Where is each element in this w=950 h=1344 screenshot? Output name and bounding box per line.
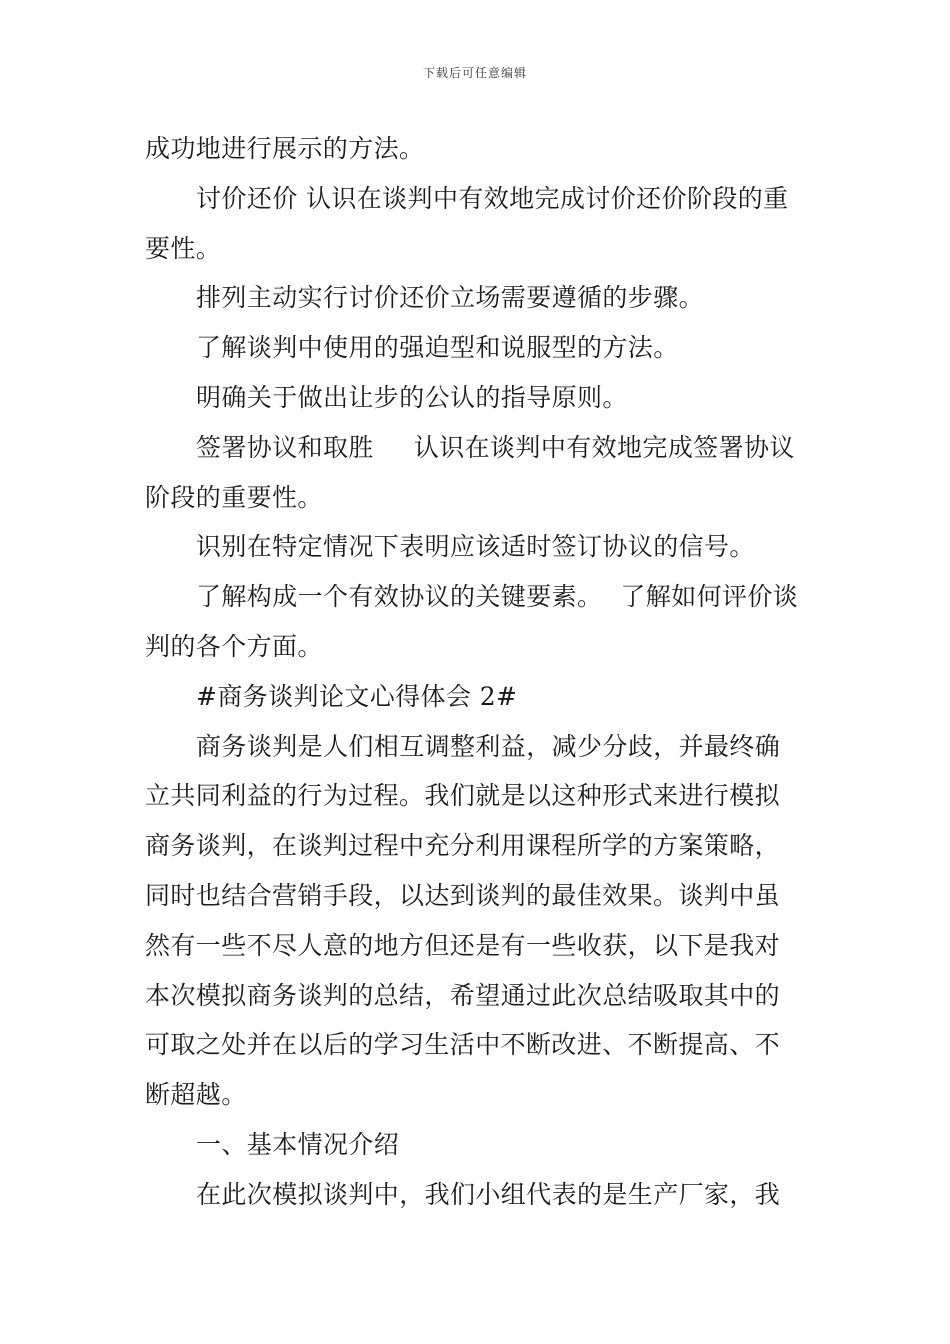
text-line: 断超越。 — [145, 1080, 247, 1110]
text-line — [145, 423, 805, 473]
section-heading: 一、基本情况介绍 — [196, 1129, 400, 1159]
text-segment: 签署协议和取胜 — [196, 432, 374, 462]
section-heading: #商务谈判论文心得体会 2# — [196, 681, 518, 711]
text-line: 要性。 — [145, 233, 222, 263]
text-line: 判的各个方面。 — [145, 631, 323, 661]
text-line: 了解谈判中使用的强迫型和说服型的方法。 — [196, 333, 679, 363]
page-header: 下载后可任意编辑 — [422, 66, 527, 80]
text-line: 然有一些不尽人意的地方但还是有一些收获，以下是我对 — [145, 930, 781, 960]
text-line: 讨价还价 认识在谈判中有效地完成讨价还价阶段的重 — [196, 183, 789, 213]
text-line: 阶段的重要性。 — [145, 482, 323, 512]
text-line: 同时也结合营销手段，以达到谈判的最佳效果。谈判中虽 — [145, 880, 781, 910]
text-line: 商务谈判，在谈判过程中充分利用课程所学的方案策略， — [145, 831, 781, 861]
text-line: 成功地进行展示的方法。 — [145, 134, 425, 163]
text-segment: 了解如何评价谈 — [620, 582, 799, 612]
text-line — [145, 572, 805, 622]
text-line: 在此次模拟谈判中，我们小组代表的是生产厂家，我 — [196, 1179, 781, 1209]
text-line: 识别在特定情况下表明应该适时签订协议的信号。 — [196, 532, 755, 562]
text-line: 明确关于做出让步的公认的指导原则。 — [196, 382, 628, 412]
text-segment: 了解构成一个有效协议的关键要素。 — [196, 582, 603, 612]
text-line: 排列主动实行讨价还价立场需要遵循的步骤。 — [196, 283, 705, 313]
document-body — [145, 124, 805, 1220]
text-line: 本次模拟商务谈判的总结，希望通过此次总结吸取其中的 — [145, 980, 781, 1010]
text-line: 可取之处并在以后的学习生活中不断改进、不断提高、不 — [145, 1030, 781, 1060]
text-segment: 认识在谈判中有效地完成签署协议 — [413, 432, 795, 462]
text-line: 立共同利益的行为过程。我们就是以这种形式来进行模拟 — [145, 781, 781, 811]
text-line: 商务谈判是人们相互调整利益，减少分歧，并最终确 — [196, 731, 781, 761]
